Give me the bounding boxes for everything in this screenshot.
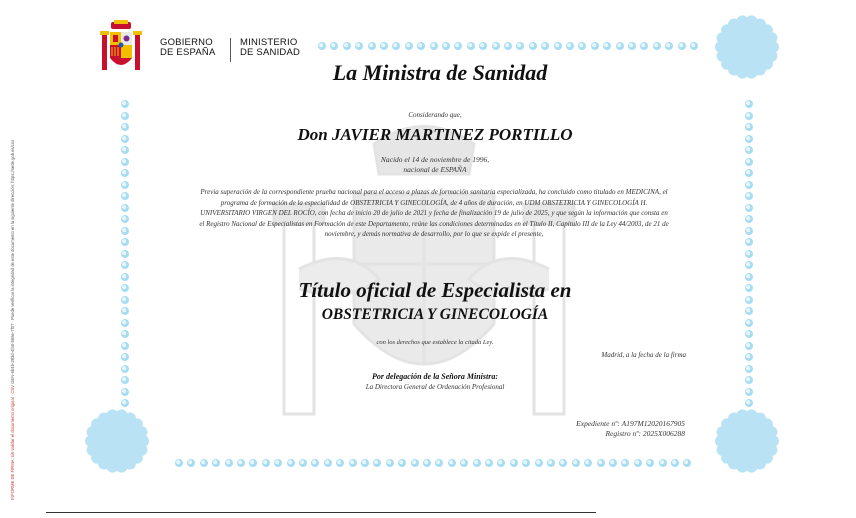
ministry-line-1: MINISTERIO xyxy=(240,37,298,48)
frame-dot xyxy=(640,42,648,50)
frame-dot xyxy=(497,459,505,467)
frame-dot xyxy=(175,459,183,467)
frame-dot xyxy=(566,42,574,50)
frame-dot xyxy=(398,459,406,467)
frame-dot xyxy=(591,42,599,50)
frame-dot xyxy=(380,42,388,50)
frame-dot xyxy=(745,261,753,269)
frame-dot xyxy=(274,459,282,467)
frame-dot xyxy=(745,330,753,338)
frame-dot xyxy=(467,42,475,50)
frame-dot xyxy=(349,459,357,467)
frame-dot xyxy=(745,227,753,235)
frame-dot xyxy=(121,376,129,384)
frame-dot xyxy=(423,459,431,467)
frame-dot xyxy=(405,42,413,50)
verification-red-text: INFORME DE FIRMA: sin validar el documento original · CSV xyxy=(10,385,15,500)
frame-dot xyxy=(121,296,129,304)
registro-number: Registro nº: 2025X006288 xyxy=(605,429,685,438)
frame-dot xyxy=(435,459,443,467)
frame-dot xyxy=(299,459,307,467)
frame-dot xyxy=(121,169,129,177)
gov-line-1: GOBIERNO xyxy=(160,37,213,48)
degree-title: Título oficial de Especialista en xyxy=(298,278,572,302)
frame-dot xyxy=(454,42,462,50)
frame-dot xyxy=(745,399,753,407)
frame-dot xyxy=(121,250,129,258)
frame-dot xyxy=(318,42,326,50)
frame-dot xyxy=(492,42,500,50)
frame-dot xyxy=(485,459,493,467)
birth-line-1: Nacido el 14 de noviembre de 1996, xyxy=(380,155,490,164)
frame-dot xyxy=(121,146,129,154)
ministry-wordmark xyxy=(240,38,300,58)
frame-dot xyxy=(479,42,487,50)
frame-dot xyxy=(473,459,481,467)
frame-dot xyxy=(516,42,524,50)
frame-dot xyxy=(200,459,208,467)
expediente-number: Expediente nº: A197M12020167905 xyxy=(576,419,685,428)
frame-dot xyxy=(578,42,586,50)
frame-dot xyxy=(634,459,642,467)
frame-dot xyxy=(745,169,753,177)
frame-dot xyxy=(237,459,245,467)
frame-dot xyxy=(121,273,129,281)
frame-dot xyxy=(745,204,753,212)
frame-dot xyxy=(411,459,419,467)
frame-dot xyxy=(121,227,129,235)
frame-dot xyxy=(572,459,580,467)
frame-dot xyxy=(745,146,753,154)
frame-dot xyxy=(745,342,753,350)
ministry-line-2: DE SANIDAD xyxy=(240,47,301,58)
frame-dot xyxy=(121,353,129,361)
spain-shield-logo xyxy=(98,20,144,76)
recipient-name: Don JAVIER MARTINEZ PORTILLO xyxy=(297,125,573,144)
frame-dot xyxy=(187,459,195,467)
frame-dot xyxy=(121,204,129,212)
frame-dot xyxy=(621,459,629,467)
frame-dot xyxy=(121,388,129,396)
frame-dot xyxy=(373,459,381,467)
frame-dot xyxy=(745,319,753,327)
frame-dot xyxy=(745,353,753,361)
director-title: La Directora General de Ordenación Profesional xyxy=(365,383,505,391)
frame-dot xyxy=(121,342,129,350)
frame-dot xyxy=(386,459,394,467)
frame-dot xyxy=(529,42,537,50)
government-wordmark xyxy=(160,38,215,58)
frame-dot xyxy=(616,42,624,50)
rosette-top-right xyxy=(714,14,780,80)
frame-dot xyxy=(249,459,257,467)
frame-dot xyxy=(121,261,129,269)
frame-dot xyxy=(121,215,129,223)
certificate-body: Previa superación de la correspondiente prueba nacional para el acceso a plazas de formación sanitaria especializada, ha concluido como titulado en MEDICINA, el programa de formación de la especialidad de OBSTETRICIA Y GINECOLOGÍA, de 4 años de duración, en UDM OBSTETRICIA Y GINECOLOGÍA H. UNIVERSITARIO VIRGEN DEL ROCÍO, con fecha de inicio 20 de julio de 2021 y fecha de finalización 19 de julio de 2025, y que según la información que consta en el Registro Nacional de Especialistas en Formación de este Departamento, reúne las condiciones determinadas en el Título II, Capítulo III de la Ley 44/2003, de 21 de noviembre, y demás normativa de desarrollo, por lo que se expide el presente, xyxy=(199,188,669,239)
frame-dot xyxy=(430,42,438,50)
delegation-text: Por delegación de la Señora Ministra: xyxy=(371,372,498,381)
frame-dot xyxy=(559,459,567,467)
rosette-bottom-right xyxy=(714,408,780,474)
frame-dot xyxy=(448,459,456,467)
frame-dot xyxy=(361,459,369,467)
frame-dot xyxy=(745,181,753,189)
frame-dot xyxy=(510,459,518,467)
frame-dot xyxy=(745,158,753,166)
frame-dot xyxy=(745,284,753,292)
frame-dot xyxy=(603,42,611,50)
frame-dot xyxy=(311,459,319,467)
frame-dot xyxy=(745,307,753,315)
frame-dot xyxy=(121,112,129,120)
header-separator xyxy=(230,38,231,62)
frame-dot xyxy=(368,42,376,50)
verification-text: GEN-6b4b-283d-4f40-b65e-7f07 · Puede verificar la integridad de este documento en la siguiente dirección: https://sede.gob.es/csv xyxy=(10,139,15,384)
frame-dot xyxy=(683,459,691,467)
frame-dot xyxy=(121,123,129,131)
certificate-title: La Ministra de Sanidad xyxy=(332,60,548,85)
frame-dot xyxy=(121,284,129,292)
considerando-text: Considerando que, xyxy=(408,111,462,119)
frame-dot xyxy=(745,100,753,108)
frame-dot xyxy=(392,42,400,50)
frame-dot xyxy=(460,459,468,467)
frame-dot xyxy=(442,42,450,50)
legal-verification-strip xyxy=(0,30,20,510)
gov-line-2: DE ESPAÑA xyxy=(160,47,216,58)
frame-dot xyxy=(504,42,512,50)
birth-line-2: nacional de ESPAÑA xyxy=(403,165,467,174)
frame-dot xyxy=(547,459,555,467)
frame-dot xyxy=(121,238,129,246)
frame-dot xyxy=(121,181,129,189)
frame-dot xyxy=(678,42,686,50)
frame-dot xyxy=(628,42,636,50)
frame-dot xyxy=(745,135,753,143)
frame-dot xyxy=(121,399,129,407)
frame-dot xyxy=(671,459,679,467)
frame-dot xyxy=(121,100,129,108)
frame-dot xyxy=(417,42,425,50)
specialty-name: OBSTETRICIA Y GINECOLOGÍA xyxy=(321,306,549,323)
frame-dot xyxy=(324,459,332,467)
frame-dot xyxy=(535,459,543,467)
frame-dot xyxy=(653,42,661,50)
record-numbers xyxy=(576,419,685,439)
frame-dot xyxy=(659,459,667,467)
frame-dot xyxy=(212,459,220,467)
frame-dot xyxy=(690,42,698,50)
frame-dot xyxy=(121,158,129,166)
place-date: Madrid, a la fecha de la firma xyxy=(601,351,686,359)
frame-dot xyxy=(745,192,753,200)
frame-dot xyxy=(646,459,654,467)
bottom-rule xyxy=(46,512,596,513)
frame-dot xyxy=(121,307,129,315)
rights-text: con los derechos que establece la citada Ley. xyxy=(376,339,494,346)
frame-dot xyxy=(121,319,129,327)
frame-dot xyxy=(522,459,530,467)
frame-dot xyxy=(330,42,338,50)
frame-dot xyxy=(584,459,592,467)
frame-dot xyxy=(287,459,295,467)
frame-dot xyxy=(355,42,363,50)
frame-dot xyxy=(745,365,753,373)
frame-dot xyxy=(121,365,129,373)
frame-dot xyxy=(745,376,753,384)
frame-dot xyxy=(745,238,753,246)
birth-info xyxy=(330,155,540,175)
frame-dot xyxy=(343,42,351,50)
frame-dot xyxy=(225,459,233,467)
frame-dot xyxy=(745,273,753,281)
frame-dot xyxy=(262,459,270,467)
frame-dot xyxy=(745,112,753,120)
frame-dot xyxy=(336,459,344,467)
frame-dot xyxy=(665,42,673,50)
frame-dot xyxy=(121,330,129,338)
frame-dot xyxy=(745,388,753,396)
frame-dot xyxy=(541,42,549,50)
frame-dot xyxy=(745,250,753,258)
frame-dot xyxy=(121,135,129,143)
frame-dot xyxy=(597,459,605,467)
frame-dot xyxy=(609,459,617,467)
frame-dot xyxy=(745,215,753,223)
rosette-bottom-left xyxy=(84,408,150,474)
frame-dot xyxy=(745,123,753,131)
frame-dot xyxy=(121,192,129,200)
frame-dot xyxy=(554,42,562,50)
frame-dot xyxy=(745,296,753,304)
